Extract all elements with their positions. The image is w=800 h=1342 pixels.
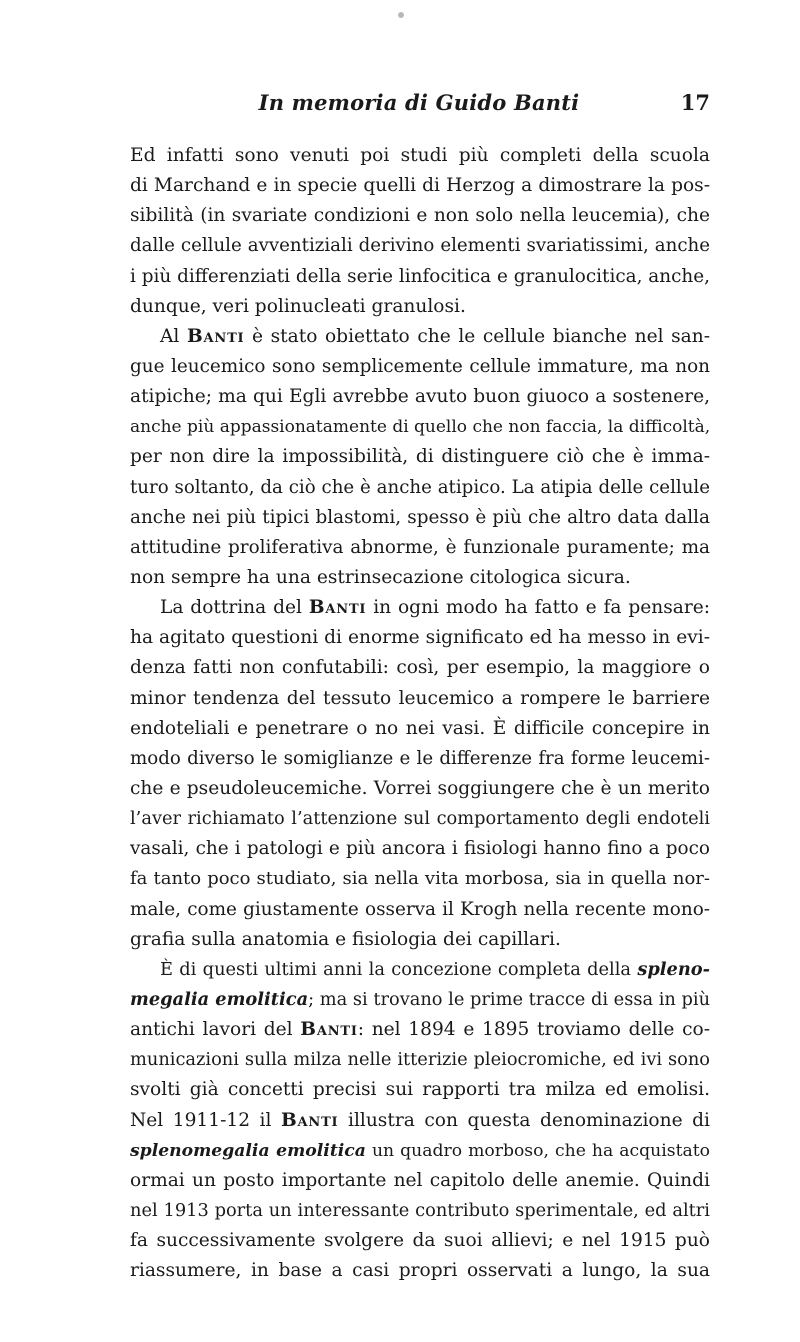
italic-term: megalia emolitica	[130, 988, 309, 1010]
text-line: riassumere, in base a casi propri osservati a lungo, la sua	[130, 1260, 710, 1282]
text-line: splenomegalia emolitica un quadro morboso, che ha acquistato	[130, 1140, 710, 1161]
text-line: svolti già concetti precisi sui rapporti tra milza ed emolisi.	[130, 1079, 710, 1101]
text-line: Ed infatti sono venuti poi studi più completi della scuola	[130, 145, 710, 166]
author-name: Banti	[186, 325, 245, 347]
text-line: dalle cellule avventiziali derivino elementi svariatissimi, anche	[130, 235, 710, 257]
body-text	[130, 141, 710, 1286]
running-title: In memoria di Guido Banti	[258, 90, 580, 115]
page-number: 17	[680, 90, 710, 115]
text-line: minor tendenza del tessuto leucemico a rompere le barriere	[130, 687, 710, 709]
text-line: i più differenziati della serie linfocitica e granulocitica, anche,	[130, 265, 710, 287]
text-line: che e pseudoleucemiche. Vorrei soggiungere che è un merito	[130, 777, 710, 799]
text-line: È di questi ultimi anni la concezione completa della spleno-	[160, 958, 710, 980]
author-name: Banti	[300, 1019, 358, 1041]
text-line: municazioni sulla milza nelle itterizie pleiocromiche, ed ivi sono	[130, 1049, 710, 1071]
text-line: dunque, veri polinucleati granulosi.	[130, 295, 466, 317]
text-line: fa tanto poco studiato, sia nella vita morbosa, sia in quella nor-	[130, 868, 710, 890]
italic-term: splenomegalia emolitica	[130, 1140, 366, 1161]
print-mark	[398, 12, 404, 18]
text-line: turo soltanto, da ciò che è anche atipico. La atipia delle cellule	[130, 476, 710, 498]
text-line: modo diverso le somiglianze e le differenze fra forme leucemi-	[130, 747, 710, 769]
text-line: fa successivamente svolgere da suoi allievi; e nel 1915 può	[130, 1230, 710, 1252]
text-line: anche nei più tipici blastomi, spesso è più che altro data dalla	[130, 506, 710, 528]
text-line: vasali, che i patologi e più ancora i fisiologi hanno fino a poco	[130, 838, 710, 860]
text-line: La dottrina del Banti in ogni modo ha fatto e fa pensare:	[160, 597, 710, 619]
running-head	[128, 90, 710, 122]
text-line: attitudine proliferativa abnorme, è funzionale puramente; ma	[130, 536, 710, 558]
text-line: male, come giustamente osserva il Krogh nella recente mono-	[130, 898, 710, 920]
text-line: grafia sulla anatomia e fisiologia dei capillari.	[130, 928, 561, 950]
text-line: atipiche; ma qui Egli avrebbe avuto buon giuoco a sostenere,	[130, 386, 710, 408]
text-line: Nel 1911-12 il Banti illustra con questa denominazione di	[130, 1109, 710, 1131]
text-line: denza fatti non confutabili: così, per esempio, la maggiore o	[130, 657, 710, 679]
text-line: ha agitato questioni di enorme significato ed ha messo in evi-	[130, 627, 710, 649]
text-line: di Marchand e in specie quelli di Herzog a dimostrare la pos-	[130, 175, 710, 197]
author-name: Banti	[281, 1109, 339, 1131]
author-name: Banti	[308, 597, 367, 619]
text-line: Al Banti è stato obiettato che le cellule bianche nel san-	[160, 325, 710, 347]
text-line: antichi lavori del Banti: nel 1894 e 1895 troviamo delle co-	[130, 1019, 710, 1041]
text-line: per non dire la impossibilità, di distinguere ciò che è imma-	[130, 446, 710, 468]
text-line: sibilità (in svariate condizioni e non solo nella leucemia), che	[130, 205, 710, 227]
italic-term: spleno-	[637, 958, 710, 980]
text-line: ormai un posto importante nel capitolo delle anemie. Quindi	[130, 1169, 710, 1191]
text-line: endoteliali e penetrare o no nei vasi. È difficile concepire in	[130, 717, 710, 739]
text-line: l’aver richiamato l’attenzione sul comportamento degli endoteli	[130, 808, 710, 830]
text-line: nel 1913 porta un interessante contributo sperimentale, ed altri	[130, 1199, 710, 1221]
text-line: megalia emolitica; ma si trovano le prime tracce di essa in più	[130, 988, 711, 1010]
text-line: non sempre ha una estrinsecazione citologica sicura.	[130, 566, 631, 588]
text-line: gue leucemico sono semplicemente cellule immature, ma non	[130, 355, 710, 377]
text-line: anche più appassionatamente di quello che non faccia, la difficoltà,	[130, 417, 711, 438]
